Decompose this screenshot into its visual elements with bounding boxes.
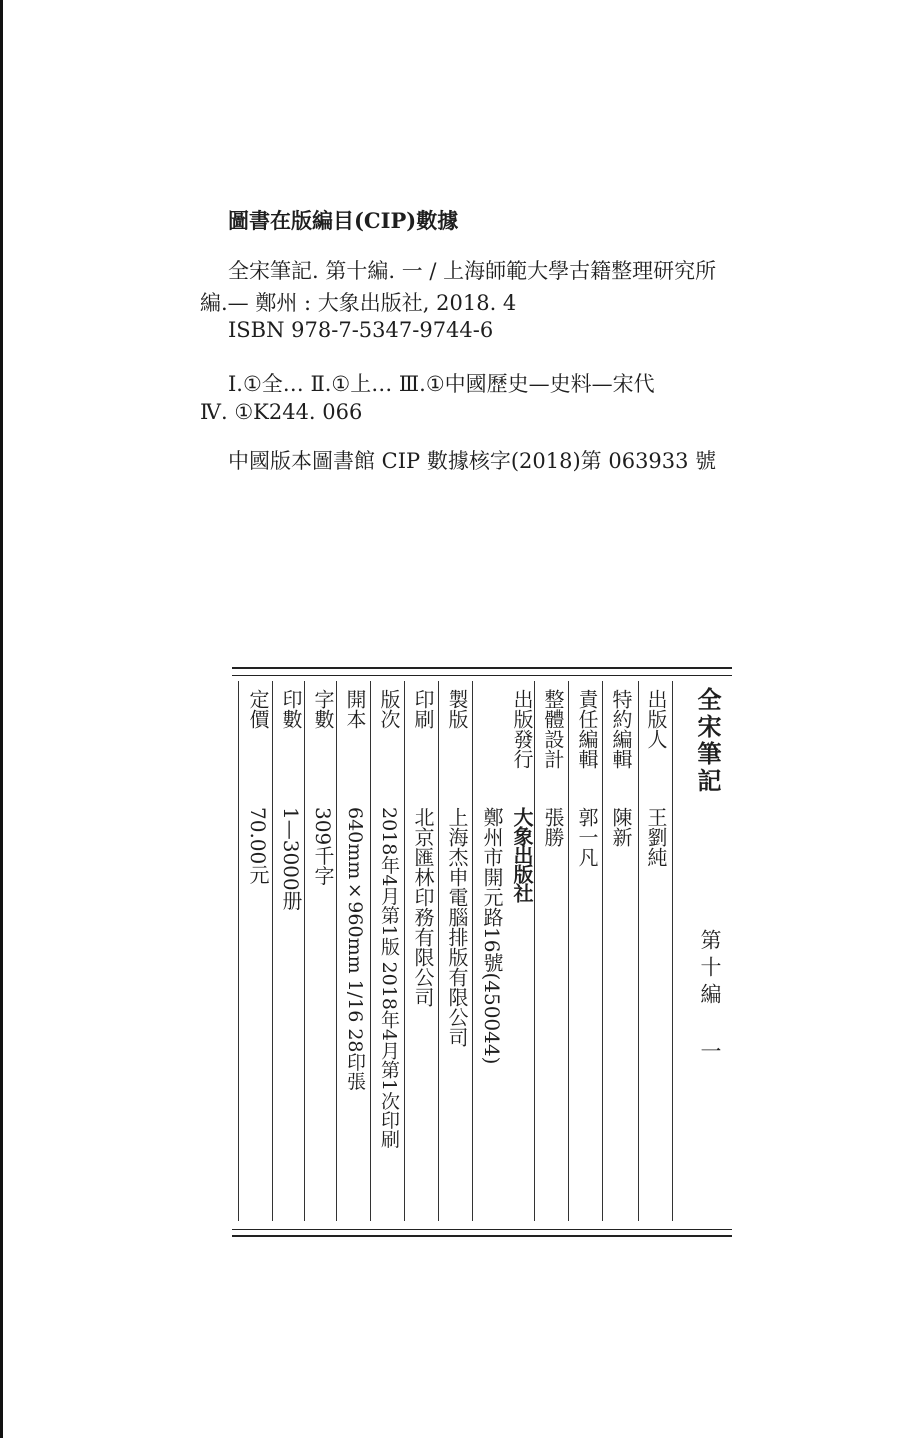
volume-label: 第十編 一 — [698, 929, 722, 1067]
row-value: 鄭州市開元路16號(450044) — [480, 807, 504, 1065]
row-label: 印數 — [279, 689, 303, 729]
top-rule-thin — [232, 675, 732, 676]
colophon-row-responsible-editor — [571, 689, 603, 1201]
cip-line-2: 編.— 鄭州 : 大象出版社, 2018. 4 — [200, 291, 517, 315]
row-label: 出版發行 — [510, 689, 534, 769]
column-divider — [238, 681, 239, 1221]
cip-title: 圖書在版編目(CIP)數據 — [228, 208, 459, 233]
cip-line-4: Ⅰ.①全… Ⅱ.①上… Ⅲ.①中國歷史—史料—宋代 — [228, 372, 655, 396]
cip-line-6: 中國版本圖書館 CIP 數據核字(2018)第 063933 號 — [228, 449, 717, 473]
row-label: 開本 — [343, 689, 367, 729]
column-divider — [672, 681, 673, 1221]
row-value: 1—3000册 — [279, 807, 303, 911]
colophon-row-distribution — [506, 689, 538, 1201]
colophon-row-print-run — [275, 689, 307, 1201]
row-value: 王劉純 — [644, 807, 668, 867]
row-label: 出版人 — [644, 689, 668, 749]
row-label: 特約編輯 — [609, 689, 633, 769]
row-value: 309千字 — [311, 807, 335, 886]
column-divider — [638, 681, 639, 1221]
row-value: 70.00元 — [246, 807, 270, 885]
cip-line-3: ISBN 978-7-5347-9744-6 — [228, 318, 494, 342]
colophon-row-contract-editor — [605, 689, 637, 1201]
colophon-row-typesetting — [441, 689, 473, 1201]
colophon-row-printing — [407, 689, 439, 1201]
colophon-row-price — [242, 689, 274, 1201]
colophon-row-design — [537, 689, 569, 1201]
row-value: 張勝 — [541, 807, 565, 847]
cip-line-1: 全宋筆記. 第十編. 一 / 上海師範大學古籍整理研究所 — [228, 259, 717, 283]
bottom-rule — [232, 1235, 732, 1237]
cip-line-5: Ⅳ. ①K244. 066 — [200, 400, 363, 424]
colophon-box — [232, 667, 732, 1239]
colophon-row-word-count — [307, 689, 339, 1201]
row-label: 字數 — [311, 689, 335, 729]
bottom-rule-thin — [232, 1229, 732, 1230]
row-value: 上海杰申電腦排版有限公司 — [445, 807, 469, 1047]
publisher-logo: 大象出版社 — [510, 807, 534, 902]
book-title: 全宋筆記 — [693, 687, 722, 795]
colophon-row-format — [339, 689, 371, 1201]
colophon-row-publisher — [640, 689, 672, 1201]
row-label: 整體設計 — [541, 689, 565, 769]
row-label: 印刷 — [411, 689, 435, 729]
colophon-row-edition — [373, 689, 405, 1201]
row-label: 製版 — [445, 689, 469, 729]
row-value: 2018年4月第1版 2018年4月第1次印刷 — [378, 807, 400, 1149]
top-rule — [232, 667, 732, 669]
row-label: 版次 — [377, 689, 401, 729]
colophon-row-address — [476, 689, 508, 1201]
row-label: 責任編輯 — [575, 689, 599, 769]
row-value: 陳新 — [609, 807, 633, 847]
row-label: 定價 — [246, 689, 270, 729]
row-value: 640mm×960mm 1/16 28印張 — [344, 807, 366, 1091]
page-edge — [0, 0, 3, 1438]
row-value: 郭一凡 — [575, 807, 599, 867]
row-value: 北京匯林印務有限公司 — [411, 807, 435, 1007]
